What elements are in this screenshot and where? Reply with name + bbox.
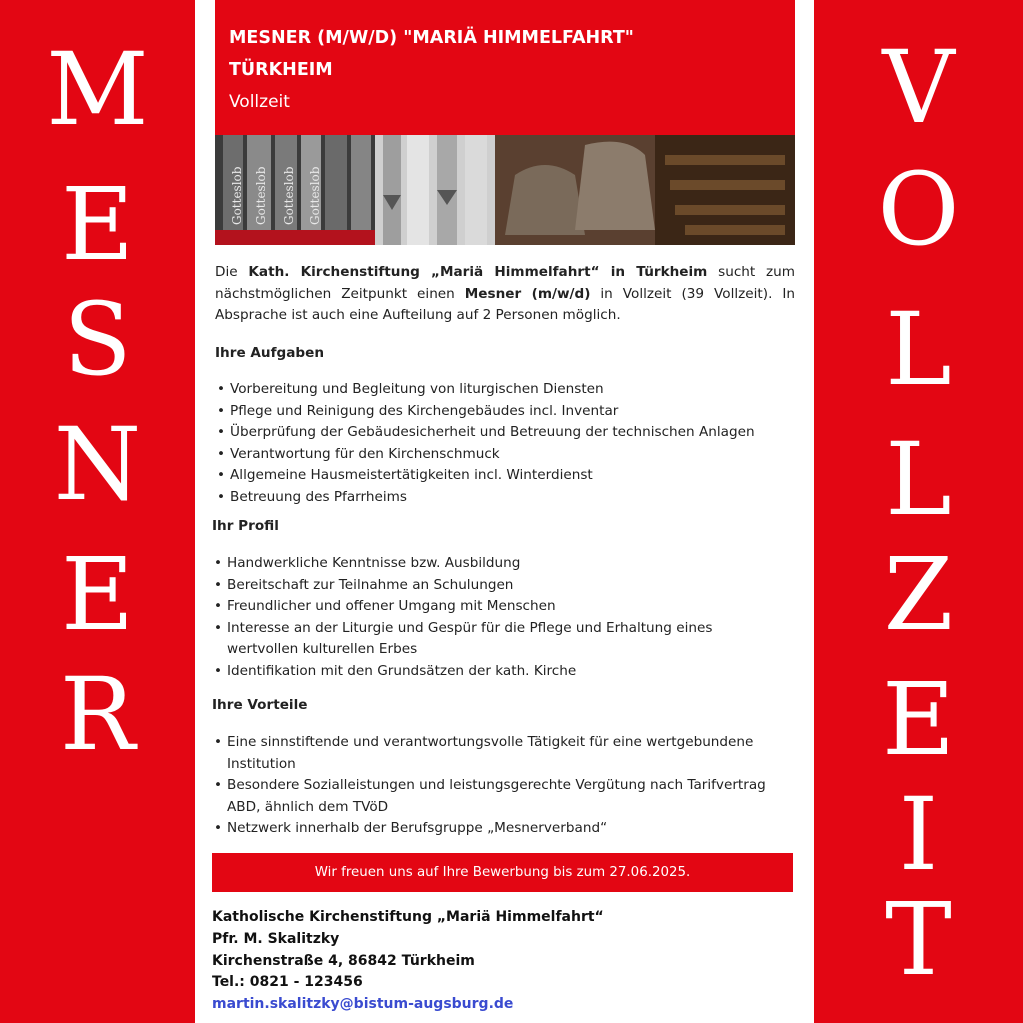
side-letter: E	[61, 536, 134, 653]
book-spine-label: Gotteslob	[282, 166, 296, 225]
side-letter: E	[61, 166, 134, 283]
list-item: • Netzwerk innerhalb der Berufsgruppe „Mesnerverband“	[212, 818, 787, 840]
list-item: • Bereitschaft zur Teilnahme an Schulungen	[212, 575, 742, 597]
intro-text: sucht zum nächstmöglichen Zeitpunkt einen	[215, 264, 795, 302]
heading-aufgaben: Ihre Aufgaben	[215, 345, 325, 361]
book-spine-label: Gotteslob	[254, 166, 268, 225]
side-letter: I	[898, 776, 939, 893]
job-title: MESNER (M/W/D) "MARIÄ HIMMELFAHRT"	[229, 28, 634, 48]
list-item: • Vorbereitung und Begleitung von liturgischen Diensten	[215, 379, 795, 401]
side-letter: S	[63, 281, 132, 398]
list-item: • Eine sinnstiftende und verantwortungsvolle Tätigkeit für eine wertgebundene Institution	[212, 732, 787, 775]
book-spine-label: Gotteslob	[230, 166, 244, 225]
contact-address: Kirchenstraße 4, 86842 Türkheim	[212, 952, 475, 969]
intro-org: Kath. Kirchenstiftung „Mariä Himmelfahrt“ in Türkheim	[248, 264, 708, 280]
intro-paragraph	[215, 262, 795, 327]
list-profil	[212, 553, 742, 682]
contact-phone: Tel.: 0821 - 123456	[212, 974, 363, 991]
list-vorteile	[212, 732, 787, 840]
list-item: • Besondere Sozialleistungen und leistungsgerechte Vergütung nach Tarifvertrag ABD, ähnlich dem TVöD	[212, 775, 787, 818]
list-item: • Handwerkliche Kenntnisse bzw. Ausbildung	[212, 553, 742, 575]
list-item: • Freundlicher und offener Umgang mit Menschen	[212, 596, 742, 618]
contact-person: Pfr. M. Skalitzky	[212, 930, 340, 947]
side-letter: L	[885, 421, 952, 538]
list-aufgaben	[215, 379, 795, 508]
photo-strip	[215, 135, 795, 245]
heading-vorteile: Ihre Vorteile	[212, 697, 308, 713]
list-item: • Betreuung des Pfarrheims	[215, 487, 795, 509]
contact-block	[212, 907, 604, 1016]
side-letter: M	[46, 31, 149, 148]
contact-org: Katholische Kirchenstiftung „Mariä Himmelfahrt“	[212, 909, 604, 925]
list-item: • Interesse an der Liturgie und Gespür für die Pflege und Erhaltung eines wertvollen kulturellen Erbes	[212, 618, 742, 661]
list-item: • Allgemeine Hausmeistertätigkeiten incl. Winterdienst	[215, 465, 795, 487]
list-item: • Pflege und Reinigung des Kirchengebäudes incl. Inventar	[215, 401, 795, 423]
side-letter: O	[877, 151, 960, 268]
job-location: TÜRKHEIM	[229, 60, 333, 80]
intro-role: Mesner (m/w/d)	[464, 285, 591, 302]
intro-text: Die	[215, 264, 249, 280]
list-item: • Verantwortung für den Kirchenschmuck	[215, 444, 795, 466]
heading-profil: Ihr Profil	[212, 518, 279, 534]
job-ad-panel	[195, 0, 814, 1023]
list-item: • Identifikation mit den Grundsätzen der kath. Kirche	[212, 661, 742, 683]
side-letter: R	[59, 656, 136, 773]
side-letter: T	[885, 881, 952, 998]
photo-collage-image	[215, 135, 795, 245]
side-letter: L	[885, 291, 952, 408]
contact-email-link[interactable]: martin.skalitzky@bistum-augsburg.de	[212, 996, 514, 1013]
side-letter: E	[882, 661, 955, 778]
side-letter: V	[882, 29, 955, 146]
side-letter: N	[53, 406, 142, 523]
side-letter: Z	[883, 536, 954, 653]
list-item: • Überprüfung der Gebäudesicherheit und Betreuung der technischen Anlagen	[215, 422, 795, 444]
side-word-mesner	[0, 0, 195, 1023]
deadline-banner: Wir freuen uns auf Ihre Bewerbung bis zum 27.06.2025.	[212, 853, 793, 892]
book-spine-label: Gotteslob	[308, 166, 322, 225]
intro-text: in Vollzeit (39 Vollzeit). In Absprache ist auch eine Aufteilung auf 2 Personen möglich.	[215, 285, 795, 323]
job-type: Vollzeit	[229, 92, 290, 112]
side-word-vollzeit	[814, 0, 1023, 1023]
header-banner	[215, 0, 795, 135]
